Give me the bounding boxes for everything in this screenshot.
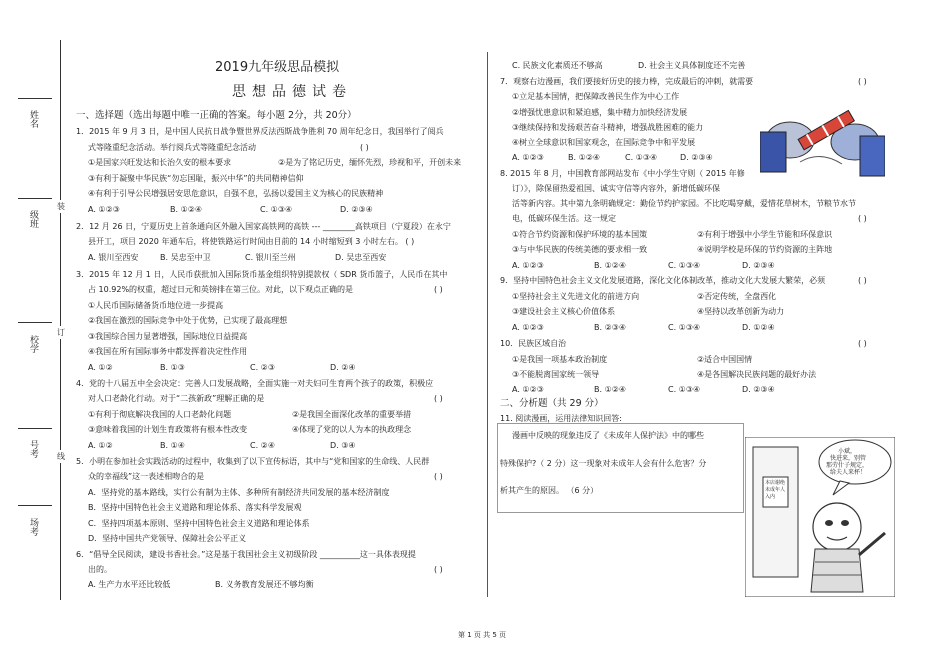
q4-option1: ①有利于彻底解决我国的人口老龄化问题 (88, 410, 232, 419)
internet-cafe-cartoon (745, 437, 895, 597)
q8-choice-d[interactable]: D. ②③④ (742, 261, 775, 270)
q11-box-line2: 特殊保护?（ 2 分）这一现象对未成年人会有什么危害？分 (500, 459, 707, 468)
q5-option-a[interactable]: A．坚持党的基本路线，实行公有制为主体、多种所有制经济共同发展的基本经济制度 (88, 488, 390, 497)
q3-line1: 3．2015 年 12 月 1 日，人民币获批加入国际货币基金组织特别提款权（ SDR 货币篮子，人民币在其中 (76, 270, 448, 279)
q9-line1: 9．坚持中国特色社会主义文化发展道路，深化文化体制改革，推动文化大发展大繁荣，必须 (500, 276, 826, 285)
q7-paren: ( ) (858, 77, 867, 86)
q2-choice-c[interactable]: C. 银川至兰州 (245, 253, 296, 262)
binding-mark-xian: 线 (57, 452, 65, 461)
q4-option2: ②是我国全面深化改革的重要举措 (292, 410, 412, 419)
q6-option-a[interactable]: A. 生产力水平还比较低 (88, 580, 171, 589)
q1-line2: 式等隆重纪念活动。举行阅兵式等隆重纪念活动 (88, 143, 256, 152)
q8-line3: 活等新内容。其中第九条明确规定：勤俭节约护家园。不比吃喝穿戴，爱惜花草树木，节粮节水节 (512, 199, 856, 208)
q11-box-line3: 析其产生的原因。 （6 分） (500, 486, 599, 495)
q4-option3: ③意味着我国的计划生育政策将有根本性改变 (88, 425, 248, 434)
q9-option4: ④坚持以改革创新为动力 (697, 307, 785, 316)
q1-choice-c[interactable]: C. ①③④ (260, 205, 293, 214)
section1-title: 一、选择题（选出每题中唯一正确的答案。每小题 2分，共 20分） (76, 110, 357, 121)
class-underline (18, 198, 52, 199)
q7-choice-c[interactable]: C. ①③④ (625, 153, 658, 162)
q8-line1: 8. 2015 年 8 月，中国教育部网站发布《中小学生守则（ 2015 年修 (500, 169, 745, 178)
sign-line1: 本店谢绝 (765, 480, 786, 486)
q3-choice-d[interactable]: D. ②④ (330, 363, 356, 372)
q9-choice-b[interactable]: B. ②③④ (594, 323, 627, 332)
q10-option2: ②适合中国国情 (697, 355, 753, 364)
q1-option3: ③有利于凝聚中华民族“勿忘国耻，振兴中华”的共同精神信仰 (88, 174, 304, 183)
class-label: 级班 (28, 210, 38, 228)
relay-baton-cartoon (760, 92, 885, 182)
sign-line2: 未成年人 (765, 487, 786, 493)
q5-line2: 众的幸福线”这一表述相吻合的是 (88, 472, 205, 481)
q7-option2: ②增强忧患意识和紧迫感，集中精力加快经济发展 (512, 108, 688, 117)
q4-choice-a[interactable]: A. ①② (88, 441, 113, 450)
q9-choice-c[interactable]: C. ①③④ (668, 323, 701, 332)
q10-choice-d[interactable]: D. ②③④ (742, 385, 775, 394)
q6-line2: 出的。 (88, 565, 112, 574)
q7-choice-b[interactable]: B. ①②④ (568, 153, 601, 162)
q9-option1: ①坚持社会主义先进文化的前进方向 (512, 292, 640, 301)
binding-mark-ding: 订 (57, 328, 65, 337)
q10-option3: ③不能脱离国家统一领导 (512, 370, 600, 379)
q8-option2: ②有利于增强中小学生节能和环保意识 (697, 230, 833, 239)
q3-choice-b[interactable]: B. ①③ (160, 363, 185, 372)
sign-line3: 入内 (765, 494, 776, 500)
q7-option4: ④树立全球意识和国家观念，在国际竞争中和平发展 (512, 138, 696, 147)
q2-choice-b[interactable]: B. 吴忠至中卫 (160, 253, 211, 262)
q6-option-b[interactable]: B. 义务教育发展还不够均衡 (215, 580, 314, 589)
q5-option-d[interactable]: D．坚持中国共产党领导、保障社会公平正义 (88, 534, 247, 543)
q2-choice-d[interactable]: D. 吴忠至西安 (335, 253, 387, 262)
q8-line2: 订）》，除保留热爱祖国、诚实守信等内容外，新增低碳环保 (512, 184, 720, 193)
q9-paren: ( ) (858, 276, 867, 285)
q1-option1: ①是国家兴旺发达和长治久安的根本要求 (88, 158, 232, 167)
q6-option-c[interactable]: C. 民族文化素质还不够高 (512, 61, 603, 70)
q11-box-line1: 漫画中反映的现象违反了《未成年人保护法》中的哪些 (512, 431, 704, 440)
q7-choice-a[interactable]: A. ①②③ (512, 153, 544, 162)
section2-title: 二、分析题（共 29 分） (500, 398, 604, 409)
q5-line1: 5．小明在参加社会实践活动的过程中，收集到了以下宣传标语，其中与“党和国家的生命线、人民群 (76, 457, 430, 466)
q3-option4: ④我国在所有国际事务中都发挥着决定性作用 (88, 347, 248, 356)
q10-paren: ( ) (858, 339, 867, 348)
q3-option1: ①人民币国际储备货币地位进一步提高 (88, 301, 224, 310)
binding-line (60, 40, 61, 600)
q10-choice-c[interactable]: C. ①③④ (668, 385, 701, 394)
q2-line2: 县开工，项目 2020 年通车后，将使铁路运行时间由目前的 14 小时缩短到 3 小时左右。 ( ) (88, 237, 415, 246)
q9-option3: ③建设社会主义核心价值体系 (512, 307, 616, 316)
q1-choice-b[interactable]: B. ①②④ (170, 205, 203, 214)
q6-line1: 6．“倡导全民阅读，建设书香社会。”这是基于我国社会主义初级阶段 __________这一具体表现提 (76, 550, 416, 559)
q4-line2: 对人口老龄化行动。对于“二孩新政”理解正确的是 (88, 394, 265, 403)
room-label: 场考 (28, 518, 38, 536)
q3-option2: ②我国在激烈的国际竞争中处于优势，已实现了最高理想 (88, 316, 288, 325)
q4-choice-b[interactable]: B. ①④ (160, 441, 185, 450)
q7-choice-d[interactable]: D. ②③④ (680, 153, 713, 162)
exam-subtitle: 思想品德试卷 (232, 84, 352, 100)
q11-prompt: 11. 阅读漫画，运用法律知识回答: (500, 414, 622, 423)
q1-option4: ④有利于引导公民增强居安思危意识，自强不息，弘扬以爱国主义为核心的民族精神 (88, 189, 384, 198)
q8-choice-a[interactable]: A. ①②③ (512, 261, 544, 270)
q1-choice-d[interactable]: D. ②③④ (340, 205, 373, 214)
q8-option1: ①符合节约资源和保护环境的基本国策 (512, 230, 648, 239)
q5-option-c[interactable]: C．坚持四项基本原则、坚持中国特色社会主义道路和理论体系 (88, 519, 310, 528)
exam-title: 2019九年级思品模拟 (215, 60, 340, 75)
number-underline (18, 428, 52, 429)
q7-line1: 7．观察右边漫画，我们要接好历史的接力棒，完成最后的冲刺，就需要 (500, 77, 754, 86)
q7-option3: ③继续保持和发扬艰苦奋斗精神，增强战胜困难的能力 (512, 123, 704, 132)
q4-paren: ( ) (434, 394, 443, 403)
q8-paren: ( ) (858, 214, 867, 223)
q10-option1: ①是我国一项基本政治制度 (512, 355, 608, 364)
column-divider (487, 52, 488, 597)
q9-choice-a[interactable]: A. ①②③ (512, 323, 544, 332)
q3-option3: ③我国综合国力显著增强，国际地位日益提高 (88, 332, 248, 341)
q6-paren: ( ) (434, 565, 443, 574)
q9-option2: ②否定传统，全盘西化 (697, 292, 777, 301)
q10-choice-b[interactable]: B. ①②④ (594, 385, 627, 394)
q1-choice-a[interactable]: A. ①②③ (88, 205, 120, 214)
q4-line1: 4．党的十八届五中全会决定：完善人口发展战略，全面实施一对夫妇可生育两个孩子的政策，积极应 (76, 379, 434, 388)
school-underline (18, 322, 52, 323)
q4-choice-d[interactable]: D. ③④ (330, 441, 356, 450)
q8-option4: ④说明学校是环保的节约资源的主阵地 (697, 245, 833, 254)
q1-line1: 1．2015 年 9 月 3 日，是中国人民抗日战争暨世界反法西斯战争胜利 70 周年纪念日，我国举行了阅兵 (76, 127, 444, 136)
number-label: 号考 (28, 440, 38, 458)
q3-choice-c[interactable]: C. ②③ (250, 363, 276, 372)
q8-choice-b[interactable]: B. ①②④ (594, 261, 627, 270)
q1-paren: ( ) (360, 143, 369, 152)
bubble-line2: 快进来，别管 (830, 455, 867, 462)
bubble-line1: 小斌， (838, 448, 857, 455)
q4-option4: ④体现了党的以人为本的执政理念 (292, 425, 412, 434)
q3-paren: ( ) (434, 285, 443, 294)
q8-option3: ③与中华民族的传统美德的要求相一致 (512, 245, 648, 254)
q6-option-d[interactable]: D. 社会主义具体制度还不完善 (638, 61, 746, 70)
q2-choice-a[interactable]: A. 银川至西安 (88, 253, 139, 262)
q4-choice-c[interactable]: C. ②④ (250, 441, 276, 450)
room-underline (18, 505, 52, 506)
q5-option-b[interactable]: B．坚持中国特色社会主义道路和理论体系、落实科学发展观 (88, 503, 302, 512)
bubble-line4: 给夫人来杯！ (830, 469, 867, 476)
q5-paren: ( ) (434, 472, 443, 481)
binding-mark-zhuang: 装 (57, 202, 65, 211)
q2-line1: 2．12 月 26 日，宁夏历史上首条通向区外融入国家高铁网的高铁 --- ________高铁项目（宁夏段）在永宁 (76, 222, 451, 231)
q10-choice-a[interactable]: A. ①②③ (512, 385, 544, 394)
q8-choice-c[interactable]: C. ①③④ (668, 261, 701, 270)
q10-option4: ④是各国解决民族问题的最好办法 (697, 370, 817, 379)
q7-option1: ①立足基本国情，把保障改善民生作为中心工作 (512, 92, 680, 101)
q3-choice-a[interactable]: A. ①② (88, 363, 113, 372)
q3-line2: 占 10.92%的权重，超过日元和英镑排在第三位。对此，以下观点正确的是 (88, 285, 354, 294)
q10-line1: 10．民族区域自治 (500, 339, 567, 348)
name-underline (18, 98, 52, 99)
q9-choice-d[interactable]: D. ①②④ (742, 323, 775, 332)
name-label: 姓名 (28, 110, 38, 128)
q8-line4: 电，低碳环保生活。这一规定 (512, 214, 616, 223)
page-number: 第 1 页 共 5 页 (458, 631, 507, 639)
bubble-line3: 那劳什子规定， (826, 462, 869, 469)
q1-option2: ②是为了铭记历史，缅怀先烈，珍视和平，开创未来 (278, 158, 462, 167)
school-label: 校学 (28, 335, 38, 353)
